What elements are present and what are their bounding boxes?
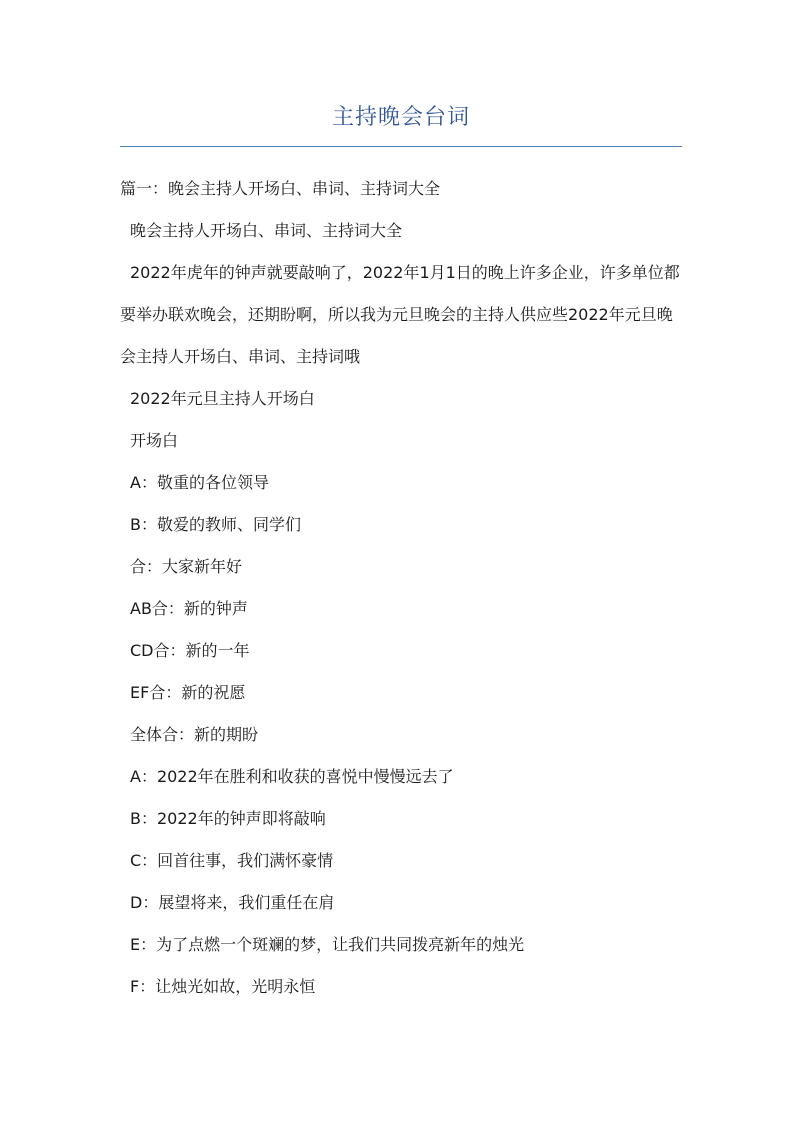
section-heading: 篇一：晚会主持人开场白、串词、主持词大全 — [120, 179, 441, 198]
script-line: AB合：新的钟声 — [130, 599, 248, 618]
paragraph: 晚会主持人开场白、串词、主持词大全 — [130, 221, 403, 240]
script-line: EF合：新的祝愿 — [130, 683, 246, 702]
paragraph: 开场白 — [130, 431, 179, 450]
script-line: A：2022年在胜利和收获的喜悦中慢慢远去了 — [130, 767, 454, 786]
script-line: 全体合：新的期盼 — [130, 725, 259, 744]
script-line: E：为了点燃一个斑斓的梦，让我们共同拨亮新年的烛光 — [130, 935, 525, 954]
script-line: B：敬爱的教师、同学们 — [130, 515, 301, 534]
script-line: F：让烛光如故，光明永恒 — [130, 977, 316, 996]
script-line: D：展望将来，我们重任在肩 — [130, 893, 335, 912]
title-underline — [120, 146, 682, 147]
document-title: 主持晚会台词 — [331, 105, 470, 130]
intro-paragraph: 2022年虎年的钟声就要敲响了，2022年1月1日的晚上许多企业，许多单位都要举办联欢晚会，还期盼啊，所以我为元旦晚会的主持人供应些2022年元旦晚会主持人开场白、串词、主持词哦 — [120, 263, 680, 366]
script-line: CD合：新的一年 — [130, 641, 250, 660]
script-line: 合：大家新年好 — [130, 557, 243, 576]
paragraph: 2022年元旦主持人开场白 — [130, 389, 315, 408]
document-body — [120, 168, 686, 1008]
script-line: A：敬重的各位领导 — [130, 473, 269, 492]
script-line: B：2022年的钟声即将敲响 — [130, 809, 326, 828]
script-line: C：回首往事，我们满怀豪情 — [130, 851, 334, 870]
